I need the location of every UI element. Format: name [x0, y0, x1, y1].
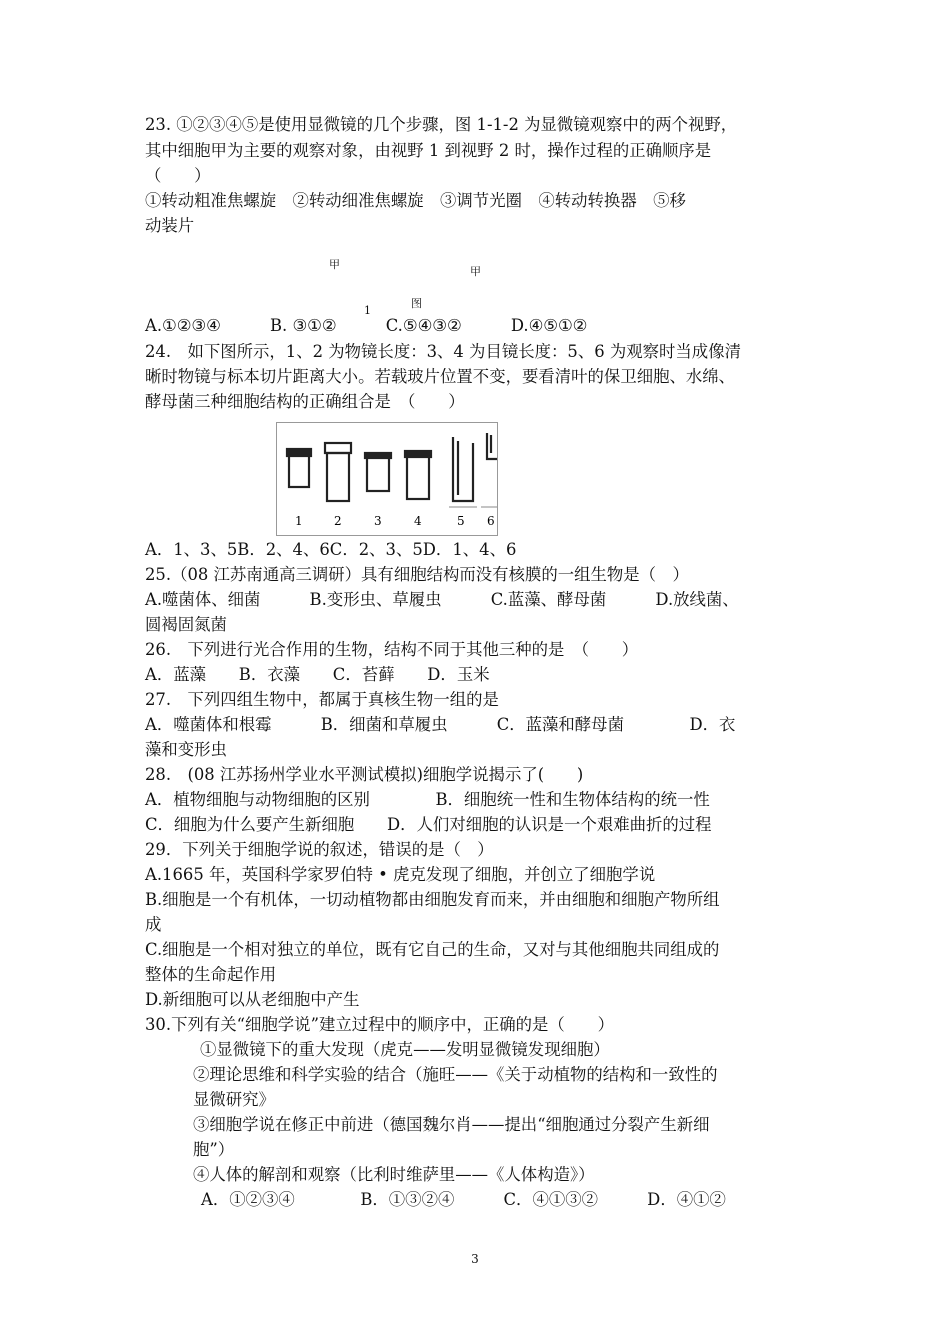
- objective-lens-1-top: [287, 449, 311, 456]
- q28-line-1: 28. (08 江苏扬州学业水平测试模拟)细胞学说揭示了( ): [145, 765, 584, 784]
- q26-line-1: 26. 下列进行光合作用的生物，结构不同于其他三种的是 （ ）: [145, 640, 639, 659]
- distance-5: [453, 437, 473, 501]
- q25-line-2: A.噬菌体、细菌 B.变形虫、草履虫 C.蓝藻、酵母菌 D.放线菌、: [145, 590, 739, 609]
- lens-label-1: 1: [295, 514, 303, 528]
- q24-line-1: 24. 如下图所示，1、2 为物镜长度：3、4 为目镜长度：5、6 为观察时当成像清: [145, 342, 741, 361]
- q23-line-3: （ ）: [145, 166, 211, 185]
- q23-options: A.①②③④ B. ③①② C.⑤④③② D.④⑤①②: [145, 316, 588, 335]
- eyepiece-3: [367, 457, 389, 491]
- q23-figure-label-jia-1: 甲: [329, 258, 340, 271]
- q23-figure-label-jia-2: 甲: [470, 265, 481, 278]
- q23-figure-caption-number: 1: [364, 304, 371, 317]
- q30-options: A．①②③④ B．①③②④ C．④①③② D．④①②: [201, 1190, 726, 1209]
- q29-line-4: 成: [145, 915, 162, 934]
- q30-line-7: ④人体的解剖和观察（比利时维萨里——《人体构造》）: [193, 1165, 595, 1184]
- q28-line-2: A．植物细胞与动物细胞的区别 B．细胞统一性和生物体结构的统一性: [145, 790, 710, 809]
- lens-figure: [276, 422, 498, 536]
- q29-line-3: B.细胞是一个有机体，一切动植物都由细胞发育而来，并由细胞和细胞产物所组: [145, 890, 720, 909]
- q23-line-1: 23. ①②③④⑤是使用显微镜的几个步骤，图 1-1-2 为显微镜观察中的两个视野，: [145, 115, 738, 134]
- objective-lens-1: [289, 453, 309, 487]
- q29-line-7: D.新细胞可以从老细胞中产生: [145, 990, 360, 1009]
- q27-line-1: 27. 下列四组生物中，都属于真核生物一组的是: [145, 690, 499, 709]
- q26-line-2: A．蓝藻 B．衣藻 C．苔藓 D．玉米: [145, 665, 490, 684]
- q27-line-3: 藻和变形虫: [145, 740, 227, 759]
- q30-line-1: 30.下列有关“细胞学说”建立过程中的顺序中，正确的是（ ）: [145, 1015, 614, 1034]
- page-number: 3: [471, 1252, 479, 1266]
- q24-line-3: 酵母菌三种细胞结构的正确组合是 （ ）: [145, 392, 465, 411]
- q29-line-1: 29．下列关于细胞学说的叙述，错误的是（ ）: [145, 840, 494, 859]
- q23-line-4: ①转动粗准焦螺旋 ②转动细准焦螺旋 ③调节光圈 ④转动转换器 ⑤移: [145, 191, 686, 210]
- q30-line-4: 显微研究》: [193, 1090, 275, 1109]
- lens-label-4: 4: [414, 514, 422, 528]
- q30-line-6: 胞”）: [193, 1140, 235, 1159]
- q29-line-5: C.细胞是一个相对独立的单位，既有它自己的生命，又对与其他细胞共同组成的: [145, 940, 720, 959]
- q24-options: A．1、3、5B．2、4、6C．2、3、5D．1、4、6: [145, 540, 517, 559]
- q25-line-1: 25.（08 江苏南通高三调研）具有细胞结构而没有核膜的一组生物是（ ）: [145, 565, 689, 584]
- q24-line-2: 晰时物镜与标本切片距离大小。若载玻片位置不变，要看清叶的保卫细胞、水绵、: [145, 367, 736, 386]
- lens-label-3: 3: [374, 514, 382, 528]
- q25-line-3: 圆褐固氮菌: [145, 615, 227, 634]
- eyepiece-4: [407, 455, 429, 499]
- q23-figure-caption-tu: 图: [411, 297, 422, 310]
- lens-label-2: 2: [334, 514, 342, 528]
- q29-line-2: A.1665 年，英国科学家罗伯特 • 虎克发现了细胞，并创立了细胞学说: [145, 865, 656, 884]
- objective-lens-2: [327, 453, 349, 501]
- lens-label-6: 6: [487, 514, 495, 528]
- q30-line-2: ①显微镜下的重大发现（虎克——发明显微镜发现细胞）: [200, 1040, 610, 1059]
- q27-line-2: A．噬菌体和根霉 B．细菌和草履虫 C．蓝藻和酵母菌 D．衣: [145, 715, 736, 734]
- q28-line-3: C．细胞为什么要产生新细胞 D．人们对细胞的认识是一个艰难曲折的过程: [145, 815, 712, 834]
- q30-line-5: ③细胞学说在修正中前进（德国魏尔肖——提出“细胞通过分裂产生新细: [193, 1115, 710, 1134]
- lens-diagram: [277, 423, 497, 535]
- lens-label-5: 5: [457, 514, 465, 528]
- objective-lens-2-top: [325, 443, 351, 453]
- eyepiece-4-top: [405, 451, 431, 457]
- q23-line-5: 动装片: [145, 216, 195, 235]
- q30-line-3: ②理论思维和科学实验的结合（施旺——《关于动植物的结构和一致性的: [193, 1065, 718, 1084]
- q23-line-2: 其中细胞甲为主要的观察对象，由视野 1 到视野 2 时，操作过程的正确顺序是: [145, 141, 712, 160]
- q29-line-6: 整体的生命起作用: [145, 965, 277, 984]
- eyepiece-3-top: [365, 453, 391, 458]
